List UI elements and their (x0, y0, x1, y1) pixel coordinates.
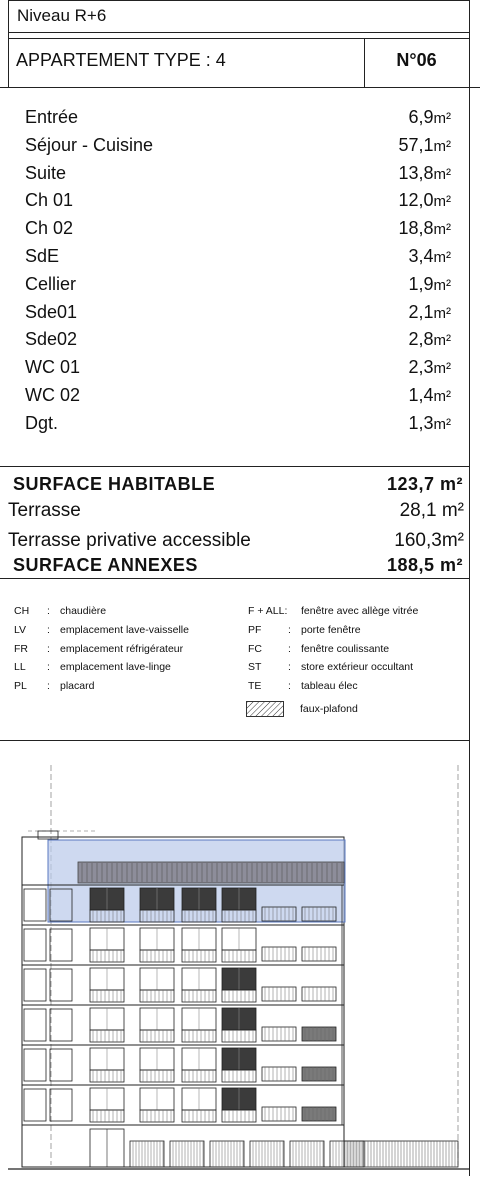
room-row (25, 382, 451, 409)
room-area-value: 2,1 (408, 301, 434, 322)
room-row (25, 104, 451, 131)
room-area (408, 354, 451, 382)
terrasse-label: Terrasse (8, 500, 81, 521)
room-row (25, 243, 451, 270)
room-area (408, 410, 451, 438)
room-area-value: 1,3 (408, 412, 434, 433)
legend-description: emplacement lave-linge (60, 661, 171, 674)
legend-colon: : (47, 623, 50, 636)
room-area-value: 2,3 (408, 357, 434, 378)
balcony-railing (182, 990, 216, 1002)
room-area-value: 18,8 (398, 218, 434, 239)
legend-code: TE (248, 680, 262, 693)
surface-habitable-value: 123,7 m² (386, 474, 463, 494)
facade-panel (24, 1009, 46, 1041)
room-area-unit: m² (433, 249, 451, 266)
terrasse-privative-label: Terrasse privative accessible (8, 530, 251, 551)
faux-plafond-label: faux-plafond (300, 703, 358, 715)
room-area-value: 1,9 (408, 273, 434, 294)
room-area-value: 13,8 (398, 162, 434, 183)
legend-description: emplacement réfrigérateur (60, 642, 184, 655)
room-area-value: 3,4 (408, 246, 434, 266)
legend-code: PF (248, 623, 262, 636)
facade-panel (50, 1009, 72, 1041)
balcony-railing (140, 1030, 174, 1042)
balcony-railing (90, 1070, 124, 1082)
surface-habitable-row (13, 470, 463, 498)
legend-code: LV (14, 623, 27, 636)
room-name: Ch 02 (25, 218, 74, 239)
balcony-railing (140, 990, 174, 1002)
railing-panel (302, 1027, 336, 1041)
room-row (25, 187, 451, 214)
room-area (408, 299, 451, 327)
room-name: Entrée (25, 107, 79, 127)
summary-top-border (0, 466, 470, 467)
room-area (408, 326, 451, 354)
balcony-railing (222, 950, 256, 962)
railing-panel (262, 1067, 296, 1081)
legend-description: tableau élec (301, 680, 358, 693)
surface-annexes-row (13, 551, 463, 579)
balcony-railing (182, 950, 216, 962)
railing-panel (302, 1067, 336, 1081)
facade-panel (24, 969, 46, 1001)
legend-colon: : (288, 661, 291, 674)
ground-panel (290, 1141, 324, 1167)
room-row (25, 132, 451, 159)
balcony-railing (90, 990, 124, 1002)
terrasse-value: 28,1 m² (399, 500, 464, 521)
balcony-railing (140, 1110, 174, 1122)
page-right-border (469, 0, 470, 1176)
apartment-number: N°06 (396, 50, 437, 70)
facade-panel (50, 1089, 72, 1121)
room-name: Cellier (25, 273, 77, 294)
facade-panel (24, 929, 46, 961)
legend-bottom-border (0, 740, 470, 741)
room-area-unit: m² (433, 332, 451, 350)
room-area-unit: m² (433, 360, 451, 378)
balcony-railing (222, 990, 256, 1002)
room-name: WC 02 (25, 385, 81, 405)
facade-panel (24, 1049, 46, 1081)
room-name: SdE (25, 246, 60, 266)
facade-panel (50, 969, 72, 1001)
surface-annexes-label: SURFACE ANNEXES (13, 555, 198, 575)
room-area (398, 215, 451, 243)
room-area-unit: m² (433, 415, 451, 433)
faux-plafond-hatch-swatch (246, 701, 284, 717)
ground-panel (210, 1141, 244, 1167)
balcony-railing (90, 1110, 124, 1122)
room-name: Dgt. (25, 412, 59, 433)
room-row (25, 410, 451, 437)
apartment-type-label: APPARTEMENT TYPE : 4 (16, 50, 226, 70)
room-area-unit: m² (433, 165, 451, 183)
room-row (25, 215, 451, 242)
railing-panel (262, 987, 296, 1001)
legend-code: CH (14, 605, 30, 617)
railing-panel (302, 1107, 336, 1121)
legend-description: placard (60, 680, 95, 693)
room-area (398, 160, 451, 188)
room-name: Sde02 (25, 329, 78, 350)
legend-code: FR (14, 642, 28, 655)
room-area-unit: m² (433, 193, 451, 211)
elevation-svg (8, 745, 469, 1176)
legend-code: LL (14, 661, 26, 674)
header-divider (8, 32, 469, 33)
room-area-value: 12,0 (398, 190, 434, 211)
room-area (398, 187, 451, 215)
type-row-bottom-border (0, 87, 480, 88)
room-name: Suite (25, 162, 67, 183)
room-name: Séjour - Cuisine (25, 134, 154, 155)
room-area-unit: m² (433, 221, 451, 239)
room-area-value: 1,4 (408, 385, 434, 405)
terrasse-privative-value: 160,3m² (394, 530, 464, 551)
room-row (25, 354, 451, 381)
balcony-railing (182, 1110, 216, 1122)
room-area (408, 382, 451, 410)
room-row (25, 326, 451, 353)
facade-panel (24, 889, 46, 921)
room-area-unit: m² (433, 110, 451, 127)
room-area-value: 6,9 (408, 107, 434, 127)
legend-colon: : (47, 680, 50, 693)
room-row (25, 160, 451, 187)
legend-description: porte fenêtre (301, 623, 361, 636)
room-name: WC 01 (25, 357, 81, 378)
balcony-railing (182, 1070, 216, 1082)
legend-colon: : (288, 642, 291, 655)
balcony-railing (90, 950, 124, 962)
facade-panel (24, 1089, 46, 1121)
balcony-railing (90, 1030, 124, 1042)
balcony-railing (222, 1030, 256, 1042)
terrasse-row (8, 497, 464, 525)
ground-panel (170, 1141, 204, 1167)
room-area-unit: m² (433, 137, 451, 155)
ground-floor (22, 1125, 364, 1167)
attic-railing (78, 862, 344, 883)
balcony-railing (222, 1070, 256, 1082)
room-area-unit: m² (433, 304, 451, 322)
legend-code: F + ALL: (248, 605, 288, 617)
ground-panel (130, 1141, 164, 1167)
room-area (408, 271, 451, 299)
level-title: Niveau R+6 (17, 6, 107, 25)
legend-code: FC (248, 642, 262, 655)
room-area-value: 57,1 (398, 134, 434, 155)
room-area-unit: m² (433, 388, 451, 405)
room-area (408, 243, 451, 271)
balcony-railing (222, 1110, 256, 1122)
legend-colon: : (288, 623, 291, 636)
legend-colon: : (47, 661, 50, 674)
railing-panel (262, 947, 296, 961)
legend-code: ST (248, 661, 262, 674)
legend-description: store extérieur occultant (301, 661, 414, 674)
legend-colon: : (47, 642, 50, 655)
room-name: Ch 01 (25, 190, 74, 211)
legend-description: fenêtre avec allège vitrée (301, 605, 419, 617)
railing-panel (262, 1107, 296, 1121)
legend-colon: : (288, 680, 291, 693)
surface-annexes-value: 188,5 m² (386, 555, 463, 575)
legend-description: fenêtre coulissante (301, 642, 390, 655)
balcony-railing (182, 1030, 216, 1042)
room-row (25, 271, 451, 298)
building-elevation-drawing (8, 745, 469, 1176)
room-name: Sde01 (25, 301, 78, 322)
railing-panel (262, 1027, 296, 1041)
balcony-railing (140, 950, 174, 962)
balcony-railing (140, 1070, 174, 1082)
legend-description: chaudière (60, 605, 107, 617)
legend-description: emplacement lave-vaisselle (60, 623, 189, 636)
room-area (408, 104, 451, 132)
room-area (398, 132, 451, 160)
facade-panel (50, 1049, 72, 1081)
ground-panel (250, 1141, 284, 1167)
roof-cap (38, 831, 58, 839)
legend-colon: : (47, 605, 50, 617)
room-area-value: 2,8 (408, 329, 434, 350)
legend-code: PL (14, 680, 27, 693)
railing-panel (302, 947, 336, 961)
facade-panel (50, 929, 72, 961)
railing-panel (302, 987, 336, 1001)
surface-habitable-label: SURFACE HABITABLE (13, 474, 216, 494)
room-row (25, 299, 451, 326)
room-area-unit: m² (433, 276, 451, 294)
